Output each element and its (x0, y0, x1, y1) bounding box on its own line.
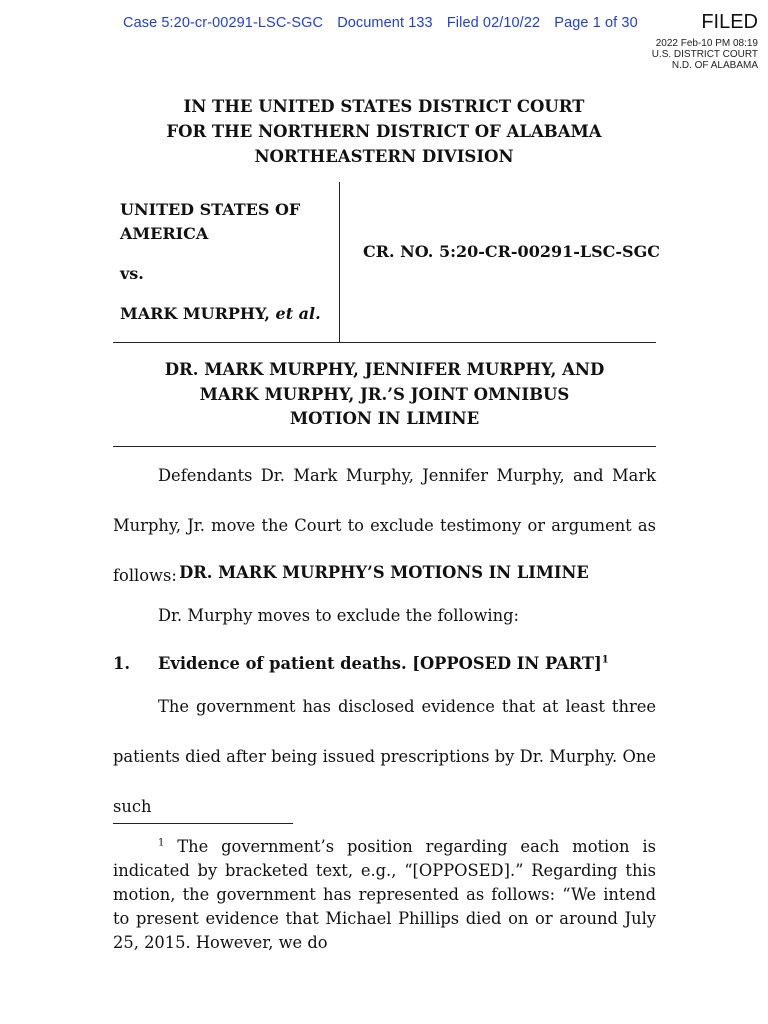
court-heading-line: NORTHEASTERN DIVISION (254, 147, 514, 166)
footnote-number: 1 (158, 837, 165, 849)
section-heading: DR. MARK MURPHY’S MOTIONS IN LIMINE (179, 563, 589, 582)
defendant (120, 302, 330, 326)
stamp-date: 2022 Feb-10 PM 08:19 (655, 38, 758, 49)
case-header (123, 15, 648, 31)
filed-stamp-label: FILED (701, 11, 758, 33)
court-heading (0, 94, 768, 169)
court-heading-line: FOR THE NORTHERN DISTRICT OF ALABAMA (166, 122, 602, 141)
footnote-reference[interactable]: 1 (601, 654, 609, 666)
caption-parties (120, 198, 330, 326)
page-indicator: Page 1 of 30 (554, 15, 638, 31)
title-rule (113, 446, 656, 447)
footnote (113, 835, 656, 955)
motion-title-line: MARK MURPHY, JR.’S JOINT OMNIBUS (199, 384, 570, 404)
defendant-suffix: et al. (275, 304, 321, 323)
item-heading-text: Evidence of patient deaths. [OPPOSED IN PART] (158, 654, 602, 673)
item-number: 1. (113, 654, 130, 673)
case-caption (113, 182, 660, 343)
caption-divider (339, 182, 340, 342)
stamp-district: N.D. OF ALABAMA (671, 60, 758, 71)
footnote-text: The government’s position regarding each motion is indicated by bracketed text, e.g., “[OPPOSED].” Regarding this motion, the government has represented as follows: “We intend to present evidence that Michael Phillips died on or around July 25, 2015. However, we do (113, 837, 656, 952)
motion-title-line: DR. MARK MURPHY, JENNIFER MURPHY, AND (164, 360, 605, 379)
intro-paragraph: Defendants Dr. Mark Murphy, Jennifer Murphy, and Mark Murphy, Jr. move the Court to exclude testimony or argument as follows: (113, 466, 656, 585)
court-heading-line: IN THE UNITED STATES DISTRICT COURT (183, 97, 585, 116)
motion-title (113, 358, 656, 432)
stamp-court: U.S. DISTRICT COURT (651, 49, 758, 60)
defendant-name: MARK MURPHY, (120, 304, 270, 323)
motion-title-line: MOTION IN LIMINE (289, 409, 480, 428)
versus: vs. (120, 264, 144, 283)
caption-case-number: CR. NO. 5:20-CR-00291-LSC-SGC (363, 242, 660, 261)
plaintiff: UNITED STATES OF AMERICA (120, 200, 301, 243)
footnote-rule (113, 823, 293, 824)
case-number: Case 5:20-cr-00291-LSC-SGC (123, 15, 324, 31)
section-intro: Dr. Murphy moves to exclude the following: (158, 606, 520, 625)
filed-stamp (652, 38, 758, 71)
filed-date: Filed 02/10/22 (446, 15, 541, 31)
item-heading (158, 654, 609, 673)
document-number: Document 133 (337, 15, 433, 31)
item-body: The government has disclosed evidence that at least three patients died after being issued prescriptions by Dr. Murphy. One such (113, 697, 656, 816)
